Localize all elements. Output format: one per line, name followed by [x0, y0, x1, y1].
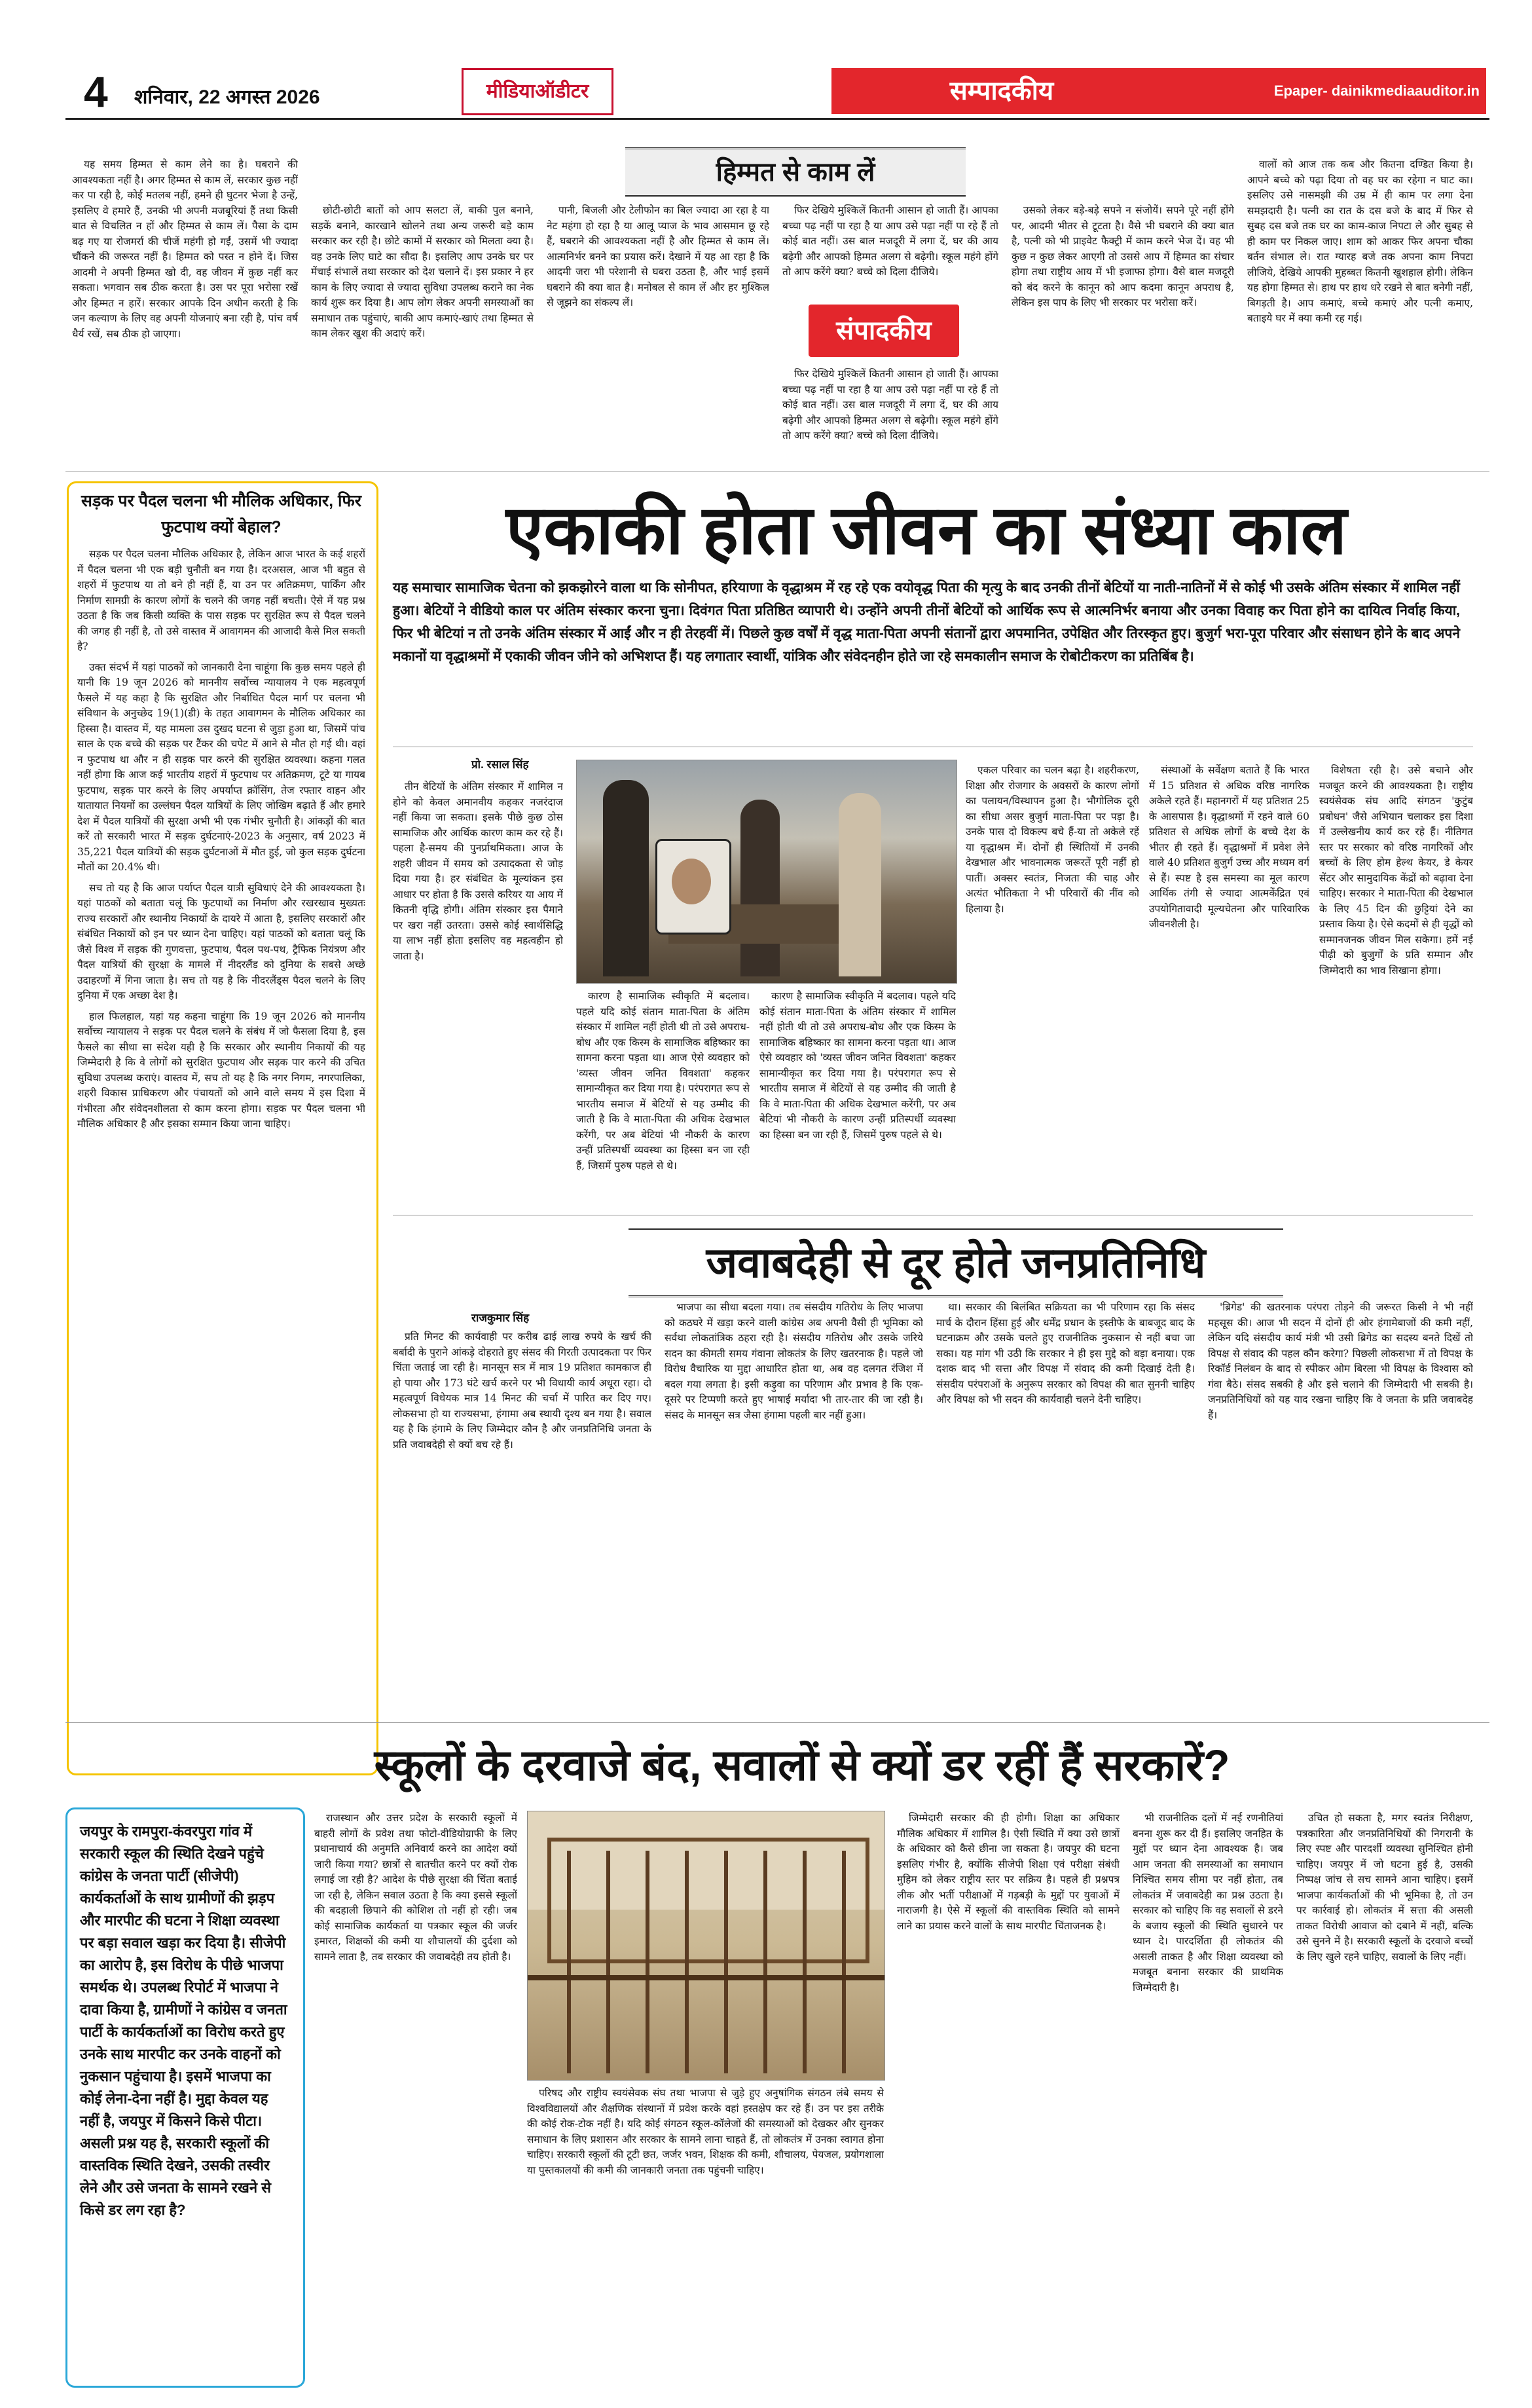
- school-column-5: उचित हो सकता है, मगर स्वतंत्र निरीक्षण, पत्रकारिता और जनप्रतिनिधियों की निगरानी के लिए स्पष्ट और पारदर्शी व्यवस्था सुनिश्चित होनी चाहिए। जयपुर में जो घटना हुई है, उसकी निष्पक्ष जांच से सच सामने आना चाहिए। इसमें भाजपा कार्यकर्ताओं की भी भूमिका है, तो उन पर कार्रवाई हो। लोकतंत्र में सत्ता की असली ताकत विरोधी आवाज को दबाने में नहीं, बल्कि उसे सुनने में है। सरकारी स्कूलों के दरवाजे बच्चों के लिए खुले रहने चाहिए, सवालों के लिए नहीं।: [1296, 1812, 1473, 1963]
- school-highlight-text: जयपुर के रामपुरा-कंवरपुरा गांव में सरकारी स्कूल की स्थिति देखने पहुंचे कांग्रेस के जनता पार्टी (सीजेपी) कार्यकर्ताओं के साथ ग्रामीणों की झड़प और मारपीट की घटना ने शिक्षा व्यवस्था पर बड़ा सवाल खड़ा कर दिया है। सीजेपी का आरोप है, इस विरोध के पीछे भाजपा समर्थक थे। उपलब्ध रिपोर्ट में भाजपा ने दावा किया है, ग्रामीणों ने कांग्रेस व जनता पार्टी के कार्यकर्ताओं का विरोध करते हुए उनके साथ मारपीट कर उनके वाहनों को नुकसान पहुंचाया है। इसमें भाजपा का कोई लेना-देना नहीं है। मुद्दा केवल यह नहीं है, जयपुर में किसने किसे पीटा। असली प्रश्न यह है, सरकारी स्कूलों की वास्तविक स्थिति देखने, उसकी तस्वीर लेने और उसे जनता के सामने रखने से किसे डर लग रहा है?: [80, 1823, 287, 2218]
- editorial-column-4: फिर देखिये मुश्किलें कितनी आसान हो जाती हैं। आपका बच्चा पढ़ नहीं पा रहा है या आप उसे पढ़ा नहीं पा रहे हैं तो कोई बात नहीं। उस बाल मजदूरी में लगा दें, घर की आय बढ़ेगी और आपको हिम्मत अलग से बढ़ेगी। स्कूल महंगे होंगे तो आप करेंगे क्या? बच्चे को दिला दीजिये।: [782, 204, 998, 278]
- accountability-rule: [65, 1722, 1489, 1723]
- editorial-column-4b: फिर देखिये मुश्किलें कितनी आसान हो जाती हैं। आपका बच्चा पढ़ नहीं पा रहा है या आप उसे पढ़ा नहीं पा रहे हैं तो कोई बात नहीं। उस बाल मजदूरी में लगा दें, घर की आय बढ़ेगी और आपको हिम्मत अलग से बढ़ेगी। स्कूल महंगे होंगे तो आप करेंगे क्या? बच्चे को दिला दीजिये।: [782, 368, 998, 441]
- accountability-title: जवाबदेही से दूर होते जनप्रतिनिधि: [629, 1228, 1283, 1297]
- main-article-column-1: तीन बेटियों के अंतिम संस्कार में शामिल न होने को केवल अमानवीय कहकर नजरंदाज नहीं किया जा सकता। इसके पीछे कुछ ठोस सामाजिक और आर्थिक कारण काम कर रहे हैं। पहला है-समय की पुनर्प्राथमिकता। आज के शहरी जीवन में समय को उत्पादकता से जोड़ दिया गया है। हर संबंधित के मूल्यांकन इस आधार पर होता है कि उससे करियर या आय में कितनी वृद्धि होगी। अंतिम संस्कार इस पैमाने पर खरा नहीं उतरता। उससे कोई स्वार्थसिद्धि या लाभ नहीं होता इसलिए वह महत्वहीन हो जाता है।: [393, 781, 563, 962]
- accountability-byline: राजकुमार सिंह: [471, 1312, 530, 1324]
- main-article-column-2: कारण है सामाजिक स्वीकृति में बदलाव। पहले यदि कोई संतान माता-पिता के अंतिम संस्कार में शामिल नहीं होती थी तो उसे अपराध-बोध और एक किस्म के सामाजिक बहिष्कार का सामना करना पड़ता था। आज ऐसे व्यवहार को 'व्यस्त जीवन जनित विवशता' कहकर सामान्यीकृत कर दिया गया है। परंपरागत रूप से भारतीय समाज में बेटियों से यह उम्मीद की जाती है कि वे माता-पिता की अधिक देखभाल करेंगी, पर अब बेटियां भी नौकरी के कारण उन्हीं प्रतिस्पर्धी व्यवस्था का हिस्सा बन जा रही हैं, जिसमें पुरुष पहले से थे।: [576, 990, 750, 1172]
- main-article-byline: प्रो. रसाल सिंह: [471, 758, 529, 771]
- accountability-column-3: था। सरकार की बिलंबित सक्रियता का भी परिणाम रहा कि संसद मार्च के दौरान हिंसा हुई और धर्मेंद्र प्रधान के इस्तीफे के बाबजूद बाद के घटनाक्रम और उसके चलते हुए राजनीतिक नुकसान से नहीं बचा जा सका। यह मांग भी उठी कि सरकार ने ही इस मुद्दे को बड़ा बनाया। एक दशक बाद भी सत्ता और विपक्ष में संवाद की कमी दिखाई देती है। संसदीय परंपराओं के अनुरूप सरकार को विपक्ष की बात सुननी चाहिए और विपक्ष को भी सदन की कार्यवाही चलने देनी चाहिए।: [936, 1301, 1195, 1405]
- editorial-column-6: वालों को आज तक कब और कितना दण्डित किया है। आपने बच्चे को पढ़ा दिया तो वह घर का रहेगा न घाट का। इसलिए उसे नासमझी की उम्र में ही काम पर लगा देना समझदारी है। पत्नी का रात के दस बजे के बाद में फिर से सुबह दस बजे तक घर का काम-काज निपटा ले और सुबह से ही काम पर निकल जाए। शाम को आकर फिर अपना चौका बर्तन संभाल ले। रात ग्यारह बजे तक अपना काम निपटा लीजिये, देखिये आपकी मुहब्बत कितनी खुशहाल होगी। लेकिन यह होगा हिम्मत से। हाथ पर हाथ धरे रखने से बात बनेगी नहीं, बिगड़ती है। आप कमाएं, बच्चे कमाएं और पत्नी कमाए, बताइये घर में क्या कमी रह गई।: [1247, 158, 1473, 324]
- editorial-column-2: छोटी-छोटी बातों को आप सलटा लें, बाकी पुल बनाने, सड़कें बनाने, कारखाने खोलने तथा अन्य जरूरी बड़े काम सरकार कर रही है। छोटे कामों में सरकार को मिलता क्या है। वह उनके लिए घाटे का सौदा है। इसलिए आप उनके घर पर मेंचाई संभालें तथा सरकार को देश चलाने दें। इस प्रकार ने हर काम के लिए ज्यादा से ज्यादा सुविधा उपलब्ध कराने का नेक कार्य शुरू कर दिया है। आप लोग लेकर अपनी समस्याओं का समाधान तक पहुंचाएं, बाकी आप कमाएं-खाएं तथा हिम्मत से काम लेकर खुश की अदाएं करें।: [311, 204, 534, 339]
- main-article-column-3: कारण है सामाजिक स्वीकृति में बदलाव। पहले यदि कोई संतान माता-पिता के अंतिम संस्कार में शामिल नहीं होती थी तो उसे अपराध-बोध और एक किस्म के सामाजिक बहिष्कार का सामना करना पड़ता था। आज ऐसे व्यवहार को 'व्यस्त जीवन जनित विवशता' कहकर सामान्यीकृत कर दिया गया है। परंपरागत रूप से भारतीय समाज में बेटियों से यह उम्मीद की जाती है कि वे माता-पिता की अधिक देखभाल करेंगी, पर अब बेटियां भी नौकरी के कारण उन्हीं प्रतिस्पर्धी व्यवस्था का हिस्सा बन जा रही हैं, जिसमें पुरुष पहले से थे।: [759, 990, 956, 1141]
- school-column-4: भी राजनीतिक दलों में नई रणनीतियां बनना शुरू कर दी हैं। इसलिए जनहित के मुद्दों पर ध्यान देना आवश्यक है। जब आम जनता की समस्याओं का समाधान निश्चित समय सीमा पर नहीं होता, तब लोकतंत्र में जवाबदेही का प्रश्न उठता है। सरकार को चाहिए कि वह सवालों से डरने के बजाय स्कूलों की स्थिति सुधारने पर ध्यान दे। पारदर्शिता ही लोकतंत्र की असली ताकत है और शिक्षा व्यवस्था को मजबूत बनाना सरकार की प्राथमिक जिम्मेदारी है।: [1133, 1812, 1283, 1993]
- sidebar-title: सड़क पर पैदल चलना भी मौलिक अधिकार, फिर फुटपाथ क्यों बेहाल?: [81, 492, 361, 536]
- accountability-column-2: भाजपा का सीधा बदला गया। तब संसदीय गतिरोध के लिए भाजपा को कठघरे में खड़ा करने वाली कांग्रेस अब अपनी वैसी ही भूमिका को सर्वथा लोकतांत्रिक ठहरा रही है। संसदीय गतिरोध और उसके जरिये सदन का कीमती समय गंवाना लोकतंत्र के लिए खतरनाक है। पहले जो विरोध वैचारिक या मुद्दा आधारित होता था, अब वह दलगत रंजिश में बदल गया लगता है। इसी कड़ुवा का परिणाम और प्रभाव है कि एक-दूसरे पर टिप्पणी करते हुए भाषाई मर्यादा भी तार-तार की जा रही है। संसद के मानसून सत्र जैसा हंगामा पहली बार नहीं हुआ।: [665, 1301, 923, 1421]
- main-article-column-4: एकल परिवार का चलन बढ़ा है। शहरीकरण, शिक्षा और रोजगार के अवसरों के कारण लोगों का पलायन/विस्थापन हुआ है। भौगोलिक दूरी का सीधा असर बुजुर्ग माता-पिता पर पड़ा है। उनके पास दो विकल्प बचे हैं-या तो अकेले रहें या वृद्धाश्रम में। दोनों ही स्थितियों में उनकी देखभाल और भावनात्मक जरूरतें पूरी नहीं हो पातीं। अक्सर स्वतंत्र, निजता की चाह और अत्यंत भौतिकता ने भी परिवारों की नींव को हिलाया है।: [966, 764, 1139, 915]
- school-column-3: जिम्मेदारी सरकार की ही होगी। शिक्षा का अधिकार मौलिक अधिकार में शामिल है। ऐसी स्थिति में क्या उसे छात्रों के अधिकार को कैसे छीना जा सकता है। जयपुर की घटना इसलिए गंभीर है, क्योंकि सीजेपी शिक्षा एवं परीक्षा संबंधी मुहिम को लेकर राष्ट्रीय स्तर पर सक्रिय है। पहले ही प्रश्नपत्र लीक और भर्ती परीक्षाओं में गड़बड़ी के मुद्दों पर युवाओं में नाराजगी है। ऐसे में स्कूलों की वास्तविक स्थिति को सामने लाने का प्रयास करने वालों के साथ मारपीट चिंताजनक है।: [897, 1812, 1120, 1932]
- editorial-badge: संपादकीय: [809, 305, 959, 357]
- funeral-photo: [576, 760, 957, 984]
- editorial-column-5: उसको लेकर बड़े-बड़े सपने न संजोयें। सपने पूरे नहीं होंगे पर, आदमी भीतर से टूटता है। वैसे भी घबराने की क्या बात है, पत्नी को भी प्राइवेट फैक्ट्री में काम करने भेज दें। वह भी कुछ न कुछ लेकर आएगी तो उससे आप में हिम्मत का संचार होगा तथा राष्ट्रीय आय में भी इजाफा होगा। वैसे बाल मजदूरी को बंद करने के कानून को आप कदमा कानून अपराध है, लेकिन इस पाप के लिए भी सरकार पर भरोसा करें।: [1012, 204, 1234, 308]
- school-column-1: राजस्थान और उत्तर प्रदेश के सरकारी स्कूलों में बाहरी लोगों के प्रवेश तथा फोटो-वीडियोग्राफी के लिए प्रधानाचार्य की अनुमति अनिवार्य करने का आदेश क्यों जारी किया गया? छात्रों से बातचीत करने पर क्यों रोक लगाई जा रही है? आदेश के पीछे सुरक्षा की चिंता बताई जा रही है, लेकिन सवाल उठता है कि क्या इससे स्कूलों की बदहाली छिपाने की कोशिश तो नहीं हो रही। जब कोई सामाजिक कार्यकर्ता या पत्रकार स्कूल की जर्जर इमारत, शिक्षकों की कमी या शौचालयों की दुर्दशा को सामने लाता है, तब सरकार की जवाबदेही तय होती है।: [314, 1812, 517, 1963]
- editorial-column-1: यह समय हिम्मत से काम लेने का है। घबराने की आवश्यकता नहीं है। अगर हिम्मत से काम लें, सरकार कुछ नहीं कर पा रही है, कोई मतलब नहीं, हमने ही घुटनर भेजा है उन्हें, इसलिए वे हमारे हैं, उनकी भी अपनी मजबूरियां हैं तथा किसी बात से विचलित न हों और हिम्मत से काम लें। पैसा के दाम बढ़ गए या रोजमर्रा की चीजें महंगी हो गईं, उसमें भी ज्यादा चौंकने की जरूरत नहीं है। हिम्मत को पस्त न होने दें। जिस आदमी ने अपनी हिम्मत खो दी, वह जीवन में कुछ नहीं कर सकता। भगवान सब ठीक करता है। उस पर पूरा भरोसा रखें और हिम्मत न हारें। सरकार आपके दिन अधीन करती है कि जन कल्याण के लिए वह अपनी योजनाएं बना रही है, पांच वर्ष धैर्य रखें, सब ठीक हो जाएगा।: [72, 158, 298, 340]
- editorial-title: हिम्मत से काम लें: [625, 147, 966, 197]
- accountability-column-1: प्रति मिनट की कार्यवाही पर करीब ढाई लाख रुपये के खर्च की बर्बादी के पुराने आंकड़े दोहराते हुए संसद की गिरती उत्पादकता पर फिर चिंता जताई जा रही है। मानसून सत्र में मात्र 19 प्रतिशत कामकाज ही हो पाया और 173 घंटे खर्च करने पर भी विधायी कार्य अधूरा रहा। दो महत्वपूर्ण विधेयक मात्र 14 मिनट की चर्चा में पारित कर दिए गए। लोकसभा हो या राज्यसभा, हंगामा अब स्थायी दृश्य बन गया है। सवाल यह है कि हंगामे के लिए जिम्मेदार कौन है और जनप्रतिनिधि जनता के प्रति जवाबदेही से क्यों बच रहे हैं।: [393, 1331, 651, 1451]
- school-article-title: स्कूलों के दरवाजे बंद, सवालों से क्यों डर रहीं हैं सरकारें?: [374, 1741, 1230, 1789]
- school-gate-photo: [527, 1811, 885, 2081]
- header-rule: [65, 118, 1489, 120]
- editorial-column-3: पानी, बिजली और टेलीफोन का बिल ज्यादा आ रहा है या नेट महंगा हो रहा है या आलू प्याज के भाव आसमान छू रहे हैं, घबराने की आवश्यकता नहीं है और हिम्मत से काम लें। आत्मनिर्भर बनने का प्रयास करें। देखाने में यह आ रहा है कि आदमी जरा भी परेशानी से घबरा उठता है, और भाई इसमें घबराने की क्या बात है। मनोबल से काम लें और हर मुश्किल से जूझने का संकल्प लें।: [547, 204, 769, 308]
- newspaper-brand: मीडियाऑडीटर: [462, 68, 613, 115]
- epaper-link[interactable]: Epaper- dainikmediaauditor.in: [1273, 83, 1480, 99]
- main-article-column-5: संस्थाओं के सर्वेक्षण बताते हैं कि भारत में 15 प्रतिशत से अधिक वरिष्ठ नागरिक अकेले रहते हैं। महानगरों में यह प्रतिशत 25 के आसपास है। वृद्धाश्रमों में रहने वाले 60 प्रतिशत से अधिक लोगों के बच्चे देश के भीतर ही रहते हैं। वृद्धाश्रमों में प्रवेश लेने वाले 40 प्रतिशत बुजुर्ग उच्च और मध्यम वर्ग से हैं। स्पष्ट है इस समस्या का मूल कारण आर्थिक तंगी से ज्यादा आत्मकेंद्रित एवं उपयोगितावादी मूल्यचेतना और पारिवारिक जीवनशैली है।: [1149, 764, 1309, 930]
- school-column-2: परिषद और राष्ट्रीय स्वयंसेवक संघ तथा भाजपा से जुड़े हुए अनुषांगिक संगठन लंबे समय से विश्वविद्यालयों और शैक्षणिक संस्थानों में प्रवेश करके वहां हस्तक्षेप कर रहे हैं। उन पर इस तरीके की कोई रोक-टोक नहीं है। यदि कोई संगठन स्कूल-कॉलेजों की समस्याओं को देखकर और सुनकर समाधान के लिए प्रशासन और सरकार के सामने लाना चाहते हैं, तो लोकतंत्र में उनका स्वागत होना चाहिए। सरकारी स्कूलों की टूटी छत, जर्जर भवन, शिक्षक की कमी, शौचालय, पेयजल, प्रयोगशाला या पुस्तकालयों की कमी की जानकारी जनता तक पहुंचनी चाहिए।: [527, 2087, 884, 2176]
- main-article-column-6: विशेषता रही है। उसे बचाने और मजबूत करने की आवश्यकता है। राष्ट्रीय स्वयंसेवक संघ आदि संगठन 'कुटुंब प्रबोधन' जैसे अभियान चलाकर इस दिशा में उल्लेखनीय कार्य कर रहे हैं। नीतिगत स्तर पर सरकार को वरिष्ठ नागरिकों और बच्चों के लिए होम हेल्थ केयर, डे केयर सेंटर और सामुदायिक केंद्रों को बढ़ावा देना चाहिए। सरकार ने माता-पिता की देखभाल के लिए 45 दिन की छुट्टियां देने का प्रस्ताव किया है। ऐसे कदमों से ही वृद्धों को सम्मानजनक जीवन मिल सकेगा। हमें नई पीढ़ी को बुजुर्गों के प्रति सम्मान और जिम्मेदारी का भाव सिखाना होगा।: [1319, 764, 1473, 976]
- issue-date: शनिवार, 22 अगस्त 2026: [134, 86, 320, 108]
- accountability-column-4: 'ब्रिगेड' की खतरनाक परंपरा तोड़ने की जरूरत किसी ने भी नहीं महसूस की। आज भी सदन में दोनों ही ओर हंगामेबाजों की कमी नहीं, लेकिन यदि संसदीय कार्य मंत्री भी उसी ब्रिगेड का सदस्य बनते दिखें तो विपक्ष से संवाद की पहल कौन करेगा? पिछली लोकसभा में तो विपक्ष के रिकॉर्ड निलंबन के बाद से स्पीकर ओम बिरला भी विपक्ष के विश्वास को गंवा बैठे। संसद सबकी है और इसे चलाने की जिम्मेदारी भी सबकी है। जनप्रतिनिधियों को यह याद रखना चाहिए कि वे जनता के प्रति जवाबदेह हैं।: [1208, 1301, 1473, 1421]
- sidebar-body: सड़क पर पैदल चलना मौलिक अधिकार है, लेकिन आज भारत के कई शहरों में पैदल चलना भी एक बड़ी चुनौती बन गया है। दरअसल, आज भी बहुत से शहरों में फुटपाथ या तो बने ही नहीं हैं, या उन पर अतिक्रमण, पार्किंग और निर्माण सामग्री के कारण लोगों के चलने की जगह नहीं बचती। ऐसे में यह प्रश्न उठता है कि जब किसी व्यक्ति के पास सड़क पर सुरक्षित रूप से पैदल चलने की जगह ही नहीं है, तो उसे वास्तव में आवागमन की आजादी कैसे मिल सकती है? उक्त संदर्भ में यहां पाठकों को जानकारी देना चाहूंगा कि कुछ समय पहले ही यानी कि 19 जून 2026 को माननीय सर्वोच्च न्यायालय ने एक महत्वपूर्ण फैसले में यह कहा है कि सुरक्षित और निर्बाधित पैदल मार्ग पर चलना भी संविधान के अनुच्छेद 19(1)(डी) के तहत आवागमन के मौलिक अधिकार का हिस्सा है। वास्तव में, यह मामला उस दुखद घटना से जुड़ा हुआ था, जिसमें पांच साल के एक बच्चे की सड़क पर टैंकर की चपेट में आने से मौत हो गई थी। वहां न फुटपाथ था और न ही सड़क पार करने की सुरक्षित व्यवस्था। कहना गलत नहीं होगा कि आज कई भारतीय शहरों में फुटपाथ पर अतिक्रमण, टूटे या गायब फुटपाथ, सड़क पार करने के लिए अपर्याप्त क्रॉसिंग, तेज रफ्तार वाहन और यातायात नियमों का उल्लंघन पैदल यात्रियों के लिए जोखिम बढ़ाते हैं और हमारे देश में पैदल यात्रियों की सुरक्षा अभी भी एक गंभीर चुनौती है। आंकड़ों की बात करें तो सरकारी भारत में सड़क दुर्घटनाएं-2023 के अनुसार, वर्ष 2023 में 35,221 पैदल यात्रियों की सड़क दुर्घटनाओं में मौत हुई, जो कुल सड़क दुर्घटना मौतों का 20.4% थी। सच तो यह है कि आज पर्याप्त पैदल यात्री सुविधाएं देने की आवश्यकता है। यहां पाठकों को बताता चलूं कि फुटपाथों का निर्माण और रखरखाव मुख्यतः राज्य सरकारों और स्थानीय निकायों के दायरे में आता है, इसलिए सरकारों और संबंधित निकायों को इन पर ध्यान देना चाहिए। यहां पाठकों को बताता चलूं कि जैसे विश्व में सड़क की गुणवत्ता, फुटपाथ, पैदल पथ-पथ, ट्रैफिक नियंत्रण और पैदल यात्रियों की सुरक्षा के मामले में नीदरलैंड को दुनिया के सबसे अच्छे उदाहरणों में गिना जाता है। सच तो यह है कि नीदरलैंड्स पैदल चलने के लिए दुनिया में एक अच्छा देश है। हाल फिलहाल, यहां यह कहना चाहूंगा कि 19 जून 2026 को माननीय सर्वोच्च न्यायालय ने सड़क पर पैदल चलने के संबंध में जो फैसला दिया है, इस फैसले का सीधा सा संदेश यही है कि सरकार और स्थानीय निकायों की यह जिम्मेदारी है कि वे लोगों को सुरक्षित फुटपाथ और सड़क पार करने की उचित सुविधा उपलब्ध कराएं। वास्तव में, सच तो यह है कि नगर निगम, नगरपालिका, शहरी विकास प्राधिकरण और पंचायतों को आने वाले समय में इस दिशा में गंभीरता और संवेदनशीलता से काम करना होगा। सड़क पर पैदल चलना भी मौलिक अधिकार है और इसका सम्मान किया जाना चाहिए।: [77, 548, 365, 1130]
- section-title: सम्पादकीय: [949, 77, 1054, 105]
- main-article-intro: यह समाचार सामाजिक चेतना को झकझोरने वाला था कि सोनीपत, हरियाणा के वृद्धाश्रम में रह रहे एक वयोवृद्ध पिता की मृत्यु के बाद उनकी तीनों बेटियों या नाती-नातिनों में से कोई भी उसके अंतिम संस्कार में शामिल नहीं हुआ। बेटियों ने वीडियो काल पर अंतिम संस्कार करना चुना। दिवंगत पिता प्रतिष्ठित व्यापारी थे। उन्होंने अपनी तीनों बेटियों को आर्थिक रूप से आत्मनिर्भर बनाया और उनका विवाह कर पिता होने का दायित्व निर्वाह किया, फिर भी बेटियां न तो उनके अंतिम संस्कार में आईं और न ही तेरहवीं में। पिछले कुछ वर्षों में वृद्ध माता-पिता अपनी संतानों द्वारा अपमानित, उपेक्षित और तिरस्कृत हुए। बुजुर्ग भरा-पूरा परिवार और संसाधन होने के बाद अपने मकानों या वृद्धाश्रमों में एकाकी जीवन जीने को अभिशप्त हैं। यह लगातार स्वार्थी, यांत्रिक और संवेदनहीन होते जा रहे समकालीन समाज के रोबोटीकरण का प्रतिबिंब है।: [393, 580, 1460, 664]
- page-number: 4: [84, 67, 108, 116]
- main-article-title: एकाकी होता जीवन का संध्या काल: [505, 492, 1347, 568]
